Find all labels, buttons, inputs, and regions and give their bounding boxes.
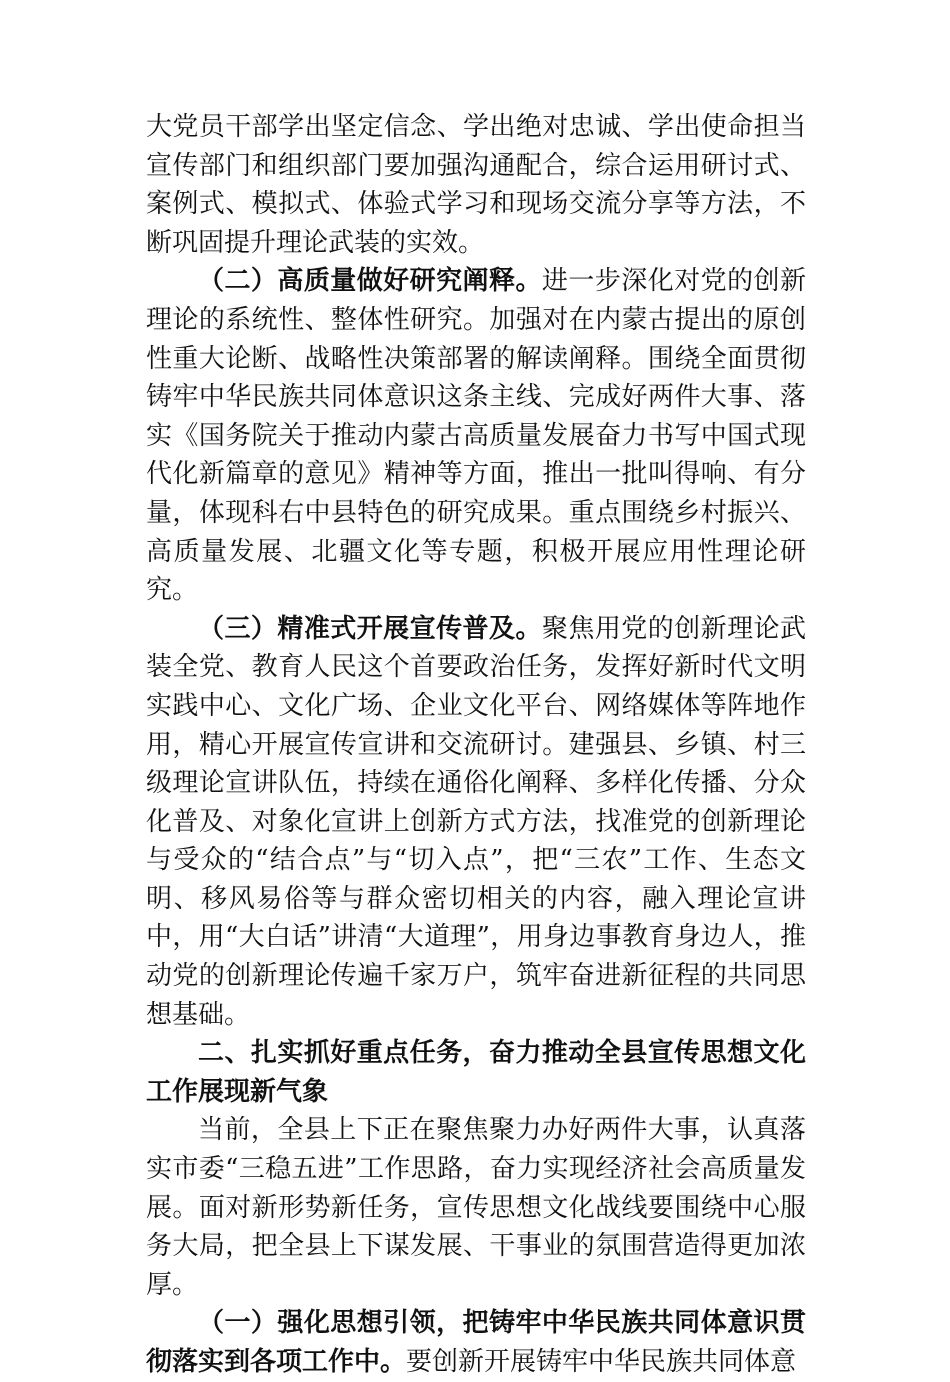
paragraph-text: 要创新开展铸牢中华民族共同体意 — [406, 1347, 797, 1377]
paragraph-current — [146, 1111, 806, 1304]
paragraph-text: 进一步深化对党的创新理论的系统性、整体性研究。加强对在内蒙古提出的原创性重大论断、战略性决策部署的解读阐释。围绕全面贯彻铸牢中华民族共同体意识这条主线、完成好两件大事、落实《国务院关于推动内蒙古高质量发展奋力书写中国式现代化新篇章的意见》精神等方面，推出一批叫得响、有分量，体现科右中县特色的研究成果。重点围绕乡村振兴、高质量发展、北疆文化等专题，积极开展应用性理论研究。 — [146, 266, 806, 606]
paragraph-text: 当前，全县上下正在聚焦聚力办好两件大事，认真落实市委“三稳五进”工作思路，奋力实现经济社会高质量发展。面对新形势新任务，宣传思想文化战线要围绕中心服务大局，把全县上下谋发展、干事业的氛围营造得更加浓厚。 — [146, 1115, 806, 1300]
paragraph-guidance — [146, 1304, 806, 1381]
paragraph-lead: （二）高质量做好研究阐释。 — [198, 266, 542, 297]
paragraph-lead: （一）强化思想引领，把铸牢中华民族共同体意识贯彻落实到各项工作中。 — [146, 1308, 806, 1377]
paragraph-research — [146, 262, 806, 609]
paragraph-continuation — [146, 108, 806, 262]
document-page — [146, 108, 806, 1382]
section-heading: 二、扎实抓好重点任务，奋力推动全县宣传思想文化工作展现新气象 — [146, 1038, 806, 1107]
paragraph-lead: （三）精准式开展宣传普及。 — [198, 613, 542, 644]
paragraph-text: 大党员干部学出坚定信念、学出绝对忠诚、学出使命担当宣传部门和组织部门要加强沟通配合，综合运用研讨式、案例式、模拟式、体验式学习和现场交流分享等方法，不断巩固提升理论武装的实效。 — [146, 112, 806, 258]
paragraph-publicity — [146, 610, 806, 1035]
paragraph-text: 聚焦用党的创新理论武装全党、教育人民这个首要政治任务，发挥好新时代文明实践中心、文化广场、企业文化平台、网络媒体等阵地作用，精心开展宣传宣讲和交流研讨。建强县、乡镇、村三级理论宣讲队伍，持续在通俗化阐释、多样化传播、分众化普及、对象化宣讲上创新方式方法，找准党的创新理论与受众的“结合点”与“切入点”，把“三农”工作、生态文明、移风易俗等与群众密切相关的内容，融入理论宣讲中，用“大白话”讲清“大道理”，用身边事教育身边人，推动党的创新理论传遍千家万户，筑牢奋进新征程的共同思想基础。 — [146, 613, 806, 1030]
